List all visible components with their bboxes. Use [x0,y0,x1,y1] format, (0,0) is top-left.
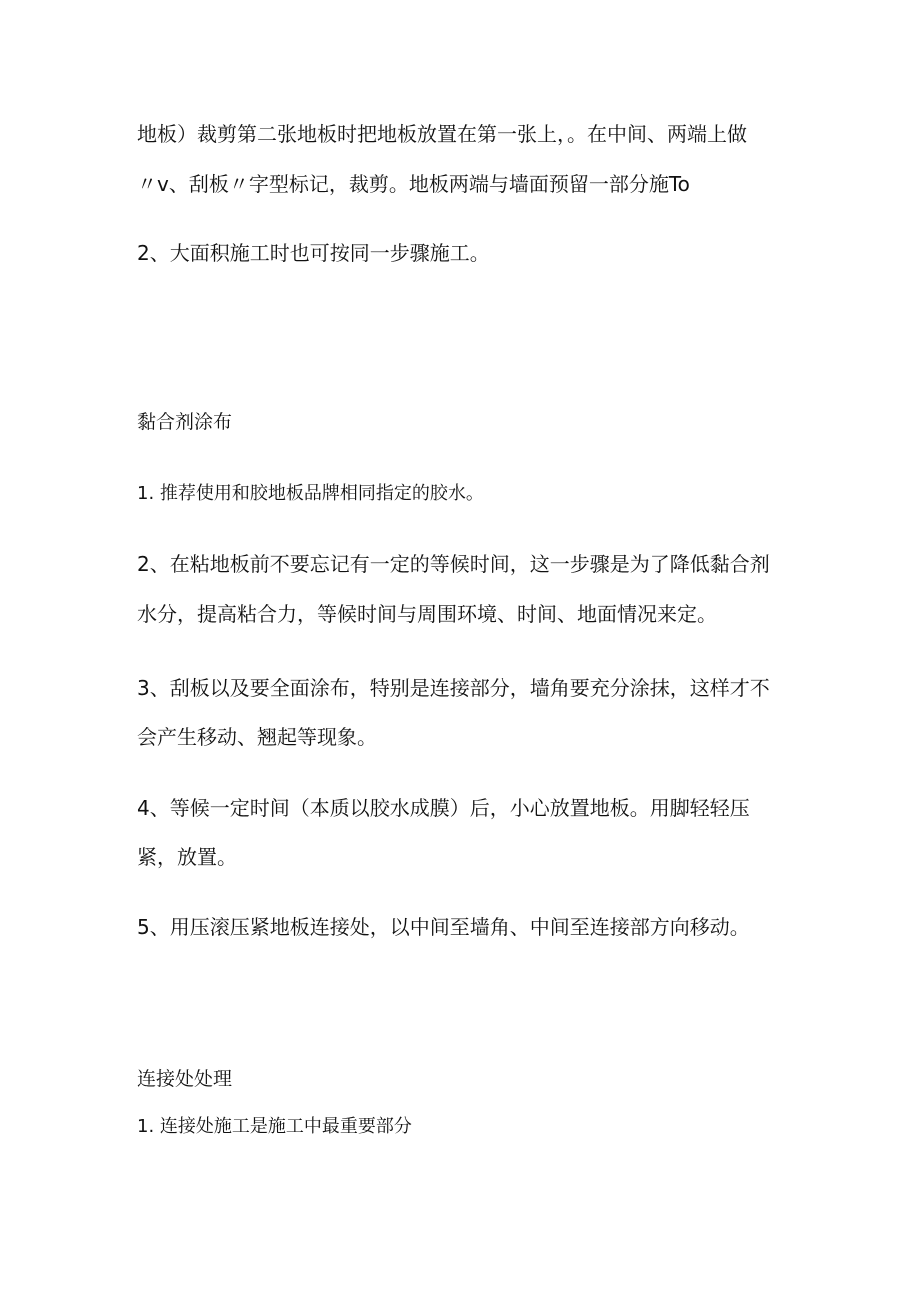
intro-line-2: 〃v、刮板〃字型标记，裁剪。地板两端与墙面预留一部分施To [137,172,690,196]
intro-line-1: 地板）裁剪第二张地板时把地板放置在第一张上，。在中间、两端上做 [137,122,747,146]
adhesive-item-4-line-2: 紧，放置。 [137,845,237,869]
adhesive-item-2-line-2: 水分，提高粘合力，等候时间与周围环境、时间、地面情况来定。 [137,602,717,626]
adhesive-item-5: 5、用压滚压紧地板连接处，以中间至墙角、中间至连接部方向移动。 [137,915,750,939]
adhesive-item-3-line-1: 3、刮板以及要全面涂布，特别是连接部分，墙角要充分涂抹，这样才不 [137,676,770,700]
adhesive-item-4-line-1: 4、等候一定时间（本质以胶水成膜）后，小心放置地板。用脚轻轻压 [137,796,750,820]
section-adhesive-title: 黏合剂涂布 [137,411,233,433]
adhesive-item-2-line-1: 2、在粘地板前不要忘记有一定的等候时间，这一步骤是为了降低黏合剂 [137,552,770,576]
adhesive-item-3-line-2: 会产生移动、翘起等现象。 [137,725,377,749]
adhesive-item-1: 1. 推荐使用和胶地板品牌相同指定的胶水。 [137,483,484,504]
intro-item-2: 2、大面积施工时也可按同一步骤施工。 [137,241,490,265]
section-joint-title: 连接处处理 [137,1068,233,1090]
joint-item-1: 1. 连接处施工是施工中最重要部分 [137,1116,412,1137]
